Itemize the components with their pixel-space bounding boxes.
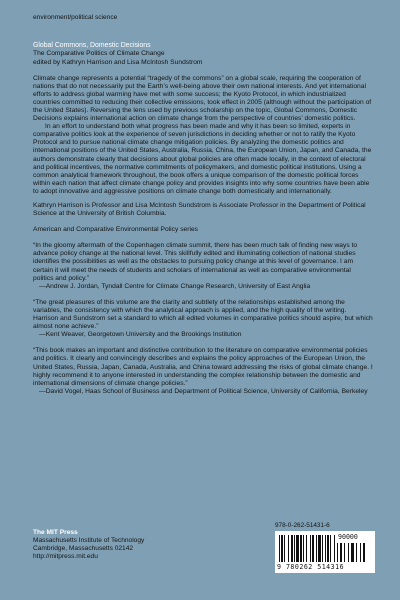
quote-attribution: —Andrew J. Jordan, Tyndall Centre for Climate Change Research, University of East Anglia xyxy=(39,282,311,290)
book-title: Global Commons, Domestic Decisions xyxy=(33,42,151,49)
description-paragraph-2: In an effort to understand both what progress has been made and why it has been so limited, experts in comparative politics look at the experience of seven jurisdictions in deciding whether or not to ratify the Kyoto Protocol and to pursue national climate change mitigation policies. By analyzing the domestic politics and international positions of the United States, Australia, Russia, China, the European Union, Japan, and Canada, the authors demonstrate clearly that decisions about global policies are often made locally, in the context of electoral and political incentives, the normative commitments of policymakers, and domestic political institutions. Using a common analytical framework throughout, the book offers a unique comparison of the domestic political forces within each nation that affect climate change policy and provides insights into why some countries have been able to adopt innovative and aggressive positions on climate change both domestically and internationally. xyxy=(33,123,372,195)
endorsement-quote xyxy=(33,299,373,339)
quote-text: “This book makes an important and distinctive contribution to the literature on comparative environmental policies and politics. It clearly and convincingly describes and explains the policy approaches of the European Union, the United States, Russia, Japan, Canada, Australia, and China toward addressing the risks of global climate change. I highly recommend it to anyone interested in understanding the complex relationship between the domestic and international dimensions of climate change policies.” xyxy=(33,347,373,387)
barcode xyxy=(275,531,375,573)
endorsement-quote xyxy=(33,242,373,291)
quote-attribution: —David Vogel, Haas School of Business and Department of Political Science, University of California, Berkeley xyxy=(39,387,368,395)
quote-attribution: —Kent Weaver, Georgetown University and the Brookings Institution xyxy=(39,331,242,339)
publisher-website: http://mitpress.mit.edu xyxy=(33,553,98,560)
cover-text xyxy=(33,42,373,396)
endorsement-quote xyxy=(33,347,373,396)
editors-bio: Kathryn Harrison is Professor and Lisa McIntosh Sundstrom is Associate Professor in the Department of Political Science at the University of British Columbia. xyxy=(33,202,366,218)
book-editors: edited by Kathryn Harrison and Lisa McIntosh Sundstrom xyxy=(33,58,203,66)
book-subtitle: The Comparative Politics of Climate Change xyxy=(33,50,165,58)
quote-text: “The great pleasures of this volume are the clarity and subtlety of the relationships established among the variables, the consistency with which the analytical approach is applied, and the high quality of the writing. Harrison and Sundstrom set a standard to which all edited volumes in comparative politics should aspire, but which almost none achieve.” xyxy=(33,298,373,331)
publisher-address-line: Massachusetts Institute of Technology xyxy=(33,537,145,544)
isbn-label: 978-0-262-51431-6 xyxy=(275,522,330,529)
publisher-block xyxy=(33,529,144,561)
category-label: environment/political science xyxy=(33,14,118,21)
publisher-name: The MIT Press xyxy=(33,529,78,536)
series-name: American and Comparative Environmental Policy series xyxy=(33,226,199,234)
quote-text: “In the gloomy aftermath of the Copenhagen climate summit, there has been much talk of finding new ways to advance policy change at the national level. This skillfully edited and illuminating collection of national studies identifies the possibilities as well as the obstacles to pursuing policy change at this level of governance. I am certain it will meet the needs of students and scholars of international as well as comparative environmental politics and policy.” xyxy=(33,242,358,282)
barcode-digits: 9 780262 514316 xyxy=(277,563,345,571)
publisher-address-line: Cambridge, Massachusetts 02142 xyxy=(33,545,134,552)
barcode-price-code: 90000 xyxy=(338,533,358,541)
description-paragraph-1: Climate change represents a potential “tragedy of the commons” on a global scale, requiring the cooperation of nations that do not necessarily put the Earth’s well-being above their own national interests. And yet international efforts to address global warming have met with some success; the Kyoto Protocol, in which industrialized countries committed to reducing their collective emissions, took effect in 2005 (although without the participation of the United States). Reversing the lens used by previous scholarship on the topic, Global Commons, Domestic Decisions explains international action on climate change from the perspective of countries’ domestic politics. xyxy=(33,74,372,123)
